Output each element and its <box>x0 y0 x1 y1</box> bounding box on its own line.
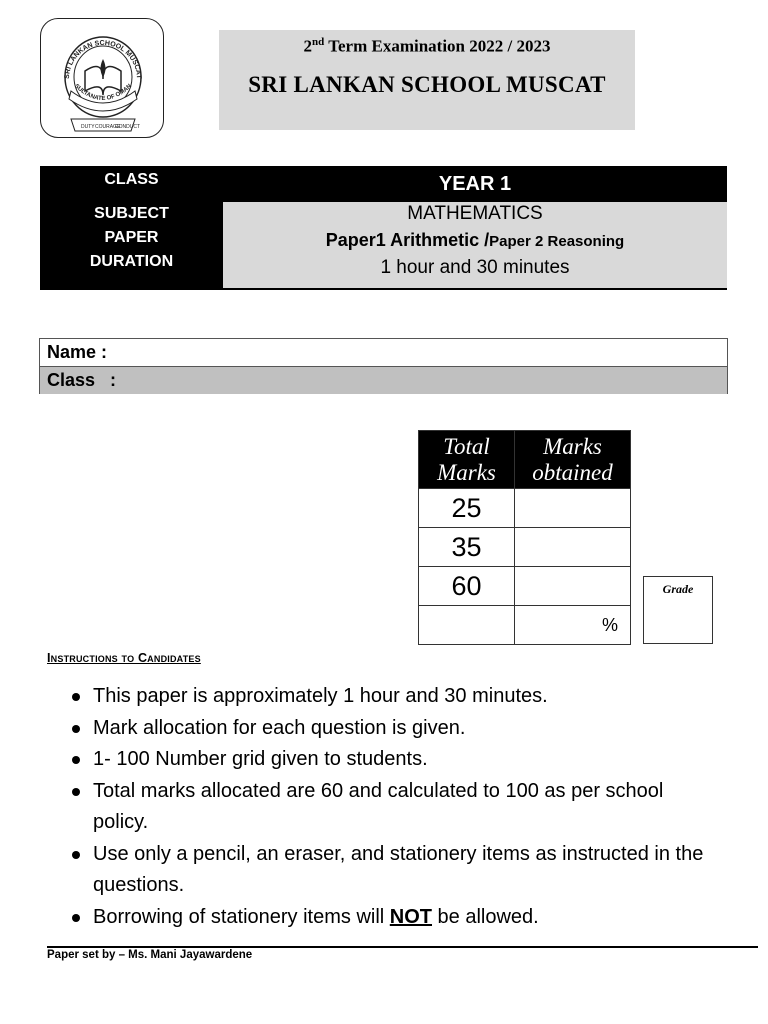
instruction-item: Mark allocation for each question is given. <box>70 713 720 745</box>
percent-cell[interactable]: % <box>515 606 631 645</box>
class-label: CLASS <box>104 171 159 188</box>
info-labels <box>40 166 223 288</box>
instruction-item: Total marks allocated are 60 and calculated to 100 as per school policy. <box>70 776 720 839</box>
class-value: YEAR 1 <box>223 166 727 202</box>
grade-label: Grade <box>662 582 694 596</box>
marks-table <box>418 430 631 645</box>
exam-header <box>219 30 635 130</box>
grade-box[interactable] <box>643 576 713 644</box>
not-emphasis: NOT <box>389 905 432 928</box>
duration-value: 1 hour and 30 minutes <box>380 257 570 278</box>
school-logo <box>40 18 164 138</box>
school-crest-icon <box>41 19 165 139</box>
instructions-title: Instructions to Candidates <box>47 651 201 665</box>
instruction-item: Borrowing of stationery items will NOT be allowed. <box>70 902 720 934</box>
instruction-item: This paper is approximately 1 hour and 30 minutes. <box>70 681 720 713</box>
duration-label: DURATION <box>89 253 174 270</box>
name-field[interactable] <box>40 339 727 367</box>
logo-motto-1: DUTY <box>81 124 95 130</box>
footer-divider <box>47 946 758 948</box>
logo-top-text: SRI LANKAN SCHOOL MUSCAT <box>63 39 143 80</box>
info-values <box>223 202 727 288</box>
marks-obtained-cell[interactable] <box>515 528 631 567</box>
paper-set-by: Paper set by – Ms. Mani Jayawardene <box>47 949 253 961</box>
name-label: Name : <box>47 342 108 362</box>
total-marks-header: Total Marks <box>419 431 515 489</box>
term-title: 2nd Term Examination 2022 / 2023 <box>303 36 551 56</box>
logo-motto-3: CONDUCT <box>115 124 140 130</box>
total-marks-cell: 35 <box>419 528 515 567</box>
instruction-item: 1- 100 Number grid given to students. <box>70 744 720 776</box>
marks-obtained-cell[interactable] <box>515 567 631 606</box>
student-details <box>39 338 728 394</box>
class-field[interactable] <box>40 367 727 394</box>
school-name: SRI LANKAN SCHOOL MUSCAT <box>248 72 606 97</box>
marks-obtained-header: Marks obtained <box>515 431 631 489</box>
paper-value: Paper1 Arithmetic /Paper 2 Reasoning <box>325 230 625 250</box>
total-marks-cell: 25 <box>419 489 515 528</box>
instruction-item: Use only a pencil, an eraser, and stationery items as instructed in the questions. <box>70 839 720 902</box>
exam-info-table <box>40 166 727 290</box>
logo-ribbon-text: SULTANATE OF OMAN <box>73 83 133 103</box>
paper-label: PAPER <box>104 229 159 246</box>
marks-obtained-cell[interactable] <box>515 489 631 528</box>
subject-value: MATHEMATICS <box>407 203 543 224</box>
percent-total-cell <box>419 606 515 645</box>
class-field-label: Class : <box>47 370 117 390</box>
total-marks-cell: 60 <box>419 567 515 606</box>
subject-label: SUBJECT <box>94 205 169 222</box>
logo-motto-2: COURAGE <box>95 124 121 130</box>
instructions-list <box>70 681 720 933</box>
